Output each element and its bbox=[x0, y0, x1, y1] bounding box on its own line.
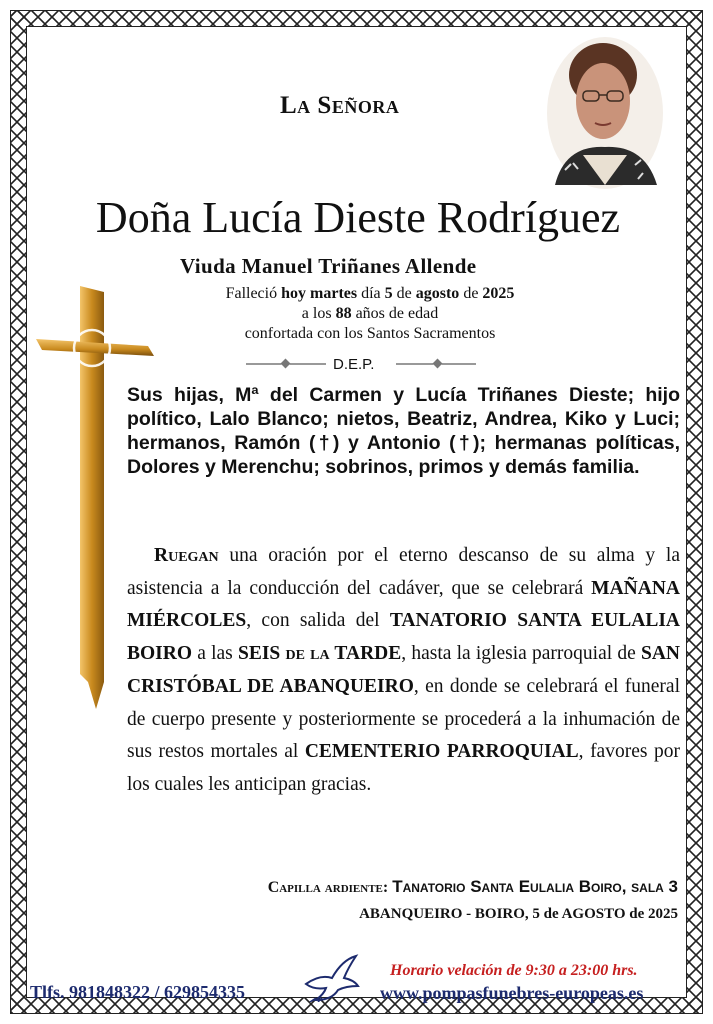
sacraments-line: confortada con los Santos Sacramentos bbox=[244, 325, 496, 342]
chapel-value: Tanatorio Santa Eulalia Boiro, sala 3 bbox=[392, 877, 678, 896]
place-date: ABANQUEIRO - BOIRO, 5 de AGOSTO de 2025 bbox=[359, 906, 678, 922]
notice-heading: La Señora bbox=[280, 92, 400, 119]
phone-numbers: Tlfs. 981848322 / 629854335 bbox=[30, 982, 246, 1002]
dove-logo-icon bbox=[302, 954, 360, 1002]
deceased-name: Doña Lucía Dieste Rodríguez bbox=[95, 193, 621, 242]
deceased-portrait bbox=[545, 35, 665, 190]
family-list: Sus hijas, Mª del Carmen y Lucía Triñanes Dieste; hijo político, Lalo Blanco; nietos, Beatriz, Andrea, Kiko y Luci; hermanos, Ramón (†) y Antonio (†); hermanas políticas, Dolores y Merenchu; sobrinos, primos y demás familia. bbox=[127, 384, 680, 478]
death-details bbox=[170, 284, 570, 344]
death-date-line: Falleció hoy martes día 5 de agosto de 2025 bbox=[225, 285, 515, 302]
chapel-label: Capilla ardiente: bbox=[267, 879, 393, 896]
widow-of-line: Viuda Manuel Triñanes Allende bbox=[180, 254, 477, 278]
website-link[interactable]: www.pompasfunebres-europeas.es bbox=[380, 983, 644, 1003]
wake-hours: Horario velación de 9:30 a 23:00 hrs. bbox=[390, 962, 638, 979]
chapel-info bbox=[110, 877, 678, 897]
dep-divider bbox=[246, 356, 476, 376]
dep-label: D.E.P. bbox=[333, 356, 375, 373]
age-line: a los 88 años de edad bbox=[301, 305, 439, 322]
funeral-request: Ruegan una oración por el eterno descanso de su alma y la asistencia a la conducción del cadáver, que se celebrará MAÑANA MIÉRCOLES, con salida del TANATORIO SANTA EULALIA BOIRO a las SEIS de la TARDE, hasta la iglesia parroquial de SAN CRISTÓBAL DE ABANQUEIRO, en donde se celebrará el funeral de cuerpo presente y posteriormente se procederá a la inhumación de sus restos mortales al CEMENTERIO PARROQUIAL, favores por los cuales les anticipan gracias. bbox=[127, 545, 680, 795]
